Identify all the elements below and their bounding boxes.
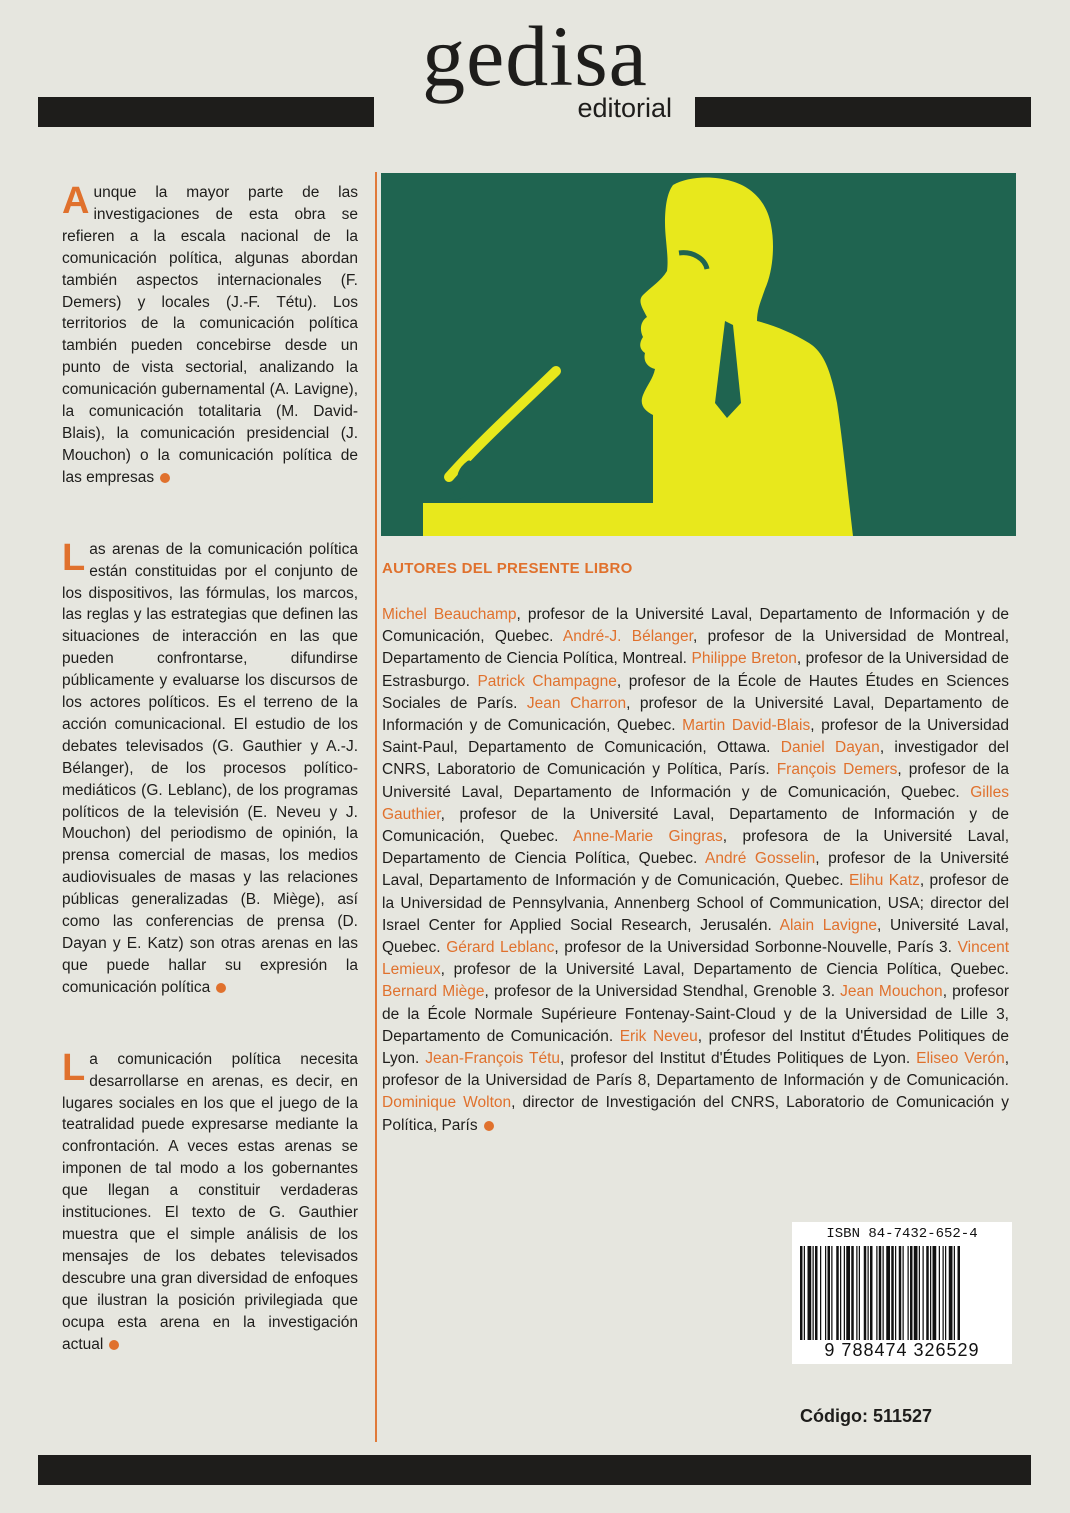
speaker-silhouette-icon (381, 173, 1016, 536)
author-description: , Université Laval, Quebec. (382, 916, 1009, 957)
paragraph-3 (62, 1046, 358, 1356)
author-name: Jean Charron (526, 694, 627, 712)
author-name: Jean-François Tétu (425, 1050, 561, 1068)
bottom-bar (38, 1455, 1031, 1485)
publisher-logo (380, 0, 690, 130)
authors-heading: AUTORES DEL PRESENTE LIBRO (382, 560, 633, 577)
author-description: , profesor de la Universidad de Estrasburgo. (382, 650, 1009, 690)
author-name: Patrick Champagne (477, 672, 617, 690)
paragraph-1 (62, 182, 358, 489)
author-name: Martin David-Blais (682, 717, 811, 735)
author-name: Michel Beauchamp (382, 606, 517, 623)
author-description: , profesor de la Universidad de Pennsylvania, Annenberg School of Communication, USA; director del Israel Center for Applied Social Research, Jerusalén. (382, 872, 1009, 934)
author-description: , investigador del CNRS, Laboratorio de Comunicación y Política, París. (382, 739, 1009, 779)
barcode-box (792, 1222, 1012, 1364)
author-description: , profesor de la Universidad Stendhal, Grenoble 3. (484, 983, 841, 1001)
author-description: , profesor de la Universidad de París 8, Departamento de Información y de Comunicación. (382, 1050, 1010, 1090)
ean-number: 9 788474 326529 (824, 1340, 980, 1360)
author-description: , profesor de la École de Hautes Études en Sciences Sociales de París. (382, 672, 1010, 712)
logo-subtitle: editorial (577, 93, 672, 123)
isbn-label: ISBN 84-7432-652-4 (826, 1226, 978, 1242)
author-description: , profesora de la Université Laval, Departamento de Ciencia Política, Quebec. (382, 828, 1009, 868)
author-description: , profesor del Institut d'Études Politiques de Lyon. (382, 1027, 1009, 1068)
author-description: , director de Investigación del CNRS, Laboratorio de Comunicación y Política, París (382, 1094, 1009, 1134)
author-name: François Demers (776, 761, 898, 779)
author-description: , profesor de la École Normale Supérieure Fontenay-Saint-Cloud y de la Universidad de Lille 3, Departamento de Comunicación. (382, 983, 1009, 1045)
author-name: Daniel Dayan (780, 739, 880, 757)
column-divider (375, 172, 377, 1442)
author-description: , profesor del Institut d'Études Politiques de Lyon. (560, 1050, 917, 1068)
author-description: , profesor de la Universidad de Montreal, Departamento de Ciencia Política, Montreal. (382, 628, 1010, 668)
author-name: Alain Lavigne (779, 916, 878, 934)
author-name: Eliseo Verón (916, 1050, 1005, 1068)
authors-list (382, 604, 1009, 1137)
author-name: Bernard Miège (382, 983, 485, 1001)
top-left-bar (38, 97, 374, 127)
cover-illustration (381, 173, 1016, 536)
author-description: , profesor de la Université Laval, Departamento de Información y de Comunicación, Quebec. (382, 761, 1009, 801)
barcode-icon (800, 1246, 1004, 1340)
author-name: Gérard Leblanc (446, 939, 555, 957)
end-bullet-icon (160, 473, 170, 483)
author-name: Vincent Lemieux (382, 939, 1010, 979)
author-name: Dominique Wolton (382, 1094, 512, 1112)
author-name: André Gosselin (704, 850, 816, 868)
left-column (62, 182, 358, 1355)
paragraph-text: as arenas de la comunicación política están constituidas por el conjunto de los dispositivos, las fórmulas, los marcos, las reglas y las estrategias que definen las situaciones de interacción en las que pueden confrontarse, difundirse públicamente y evaluarse los discursos de los actores políticos. Es el terreno de la acción comunicacional. El estudio de los debates televisados (G. Gauthier y A.-J. Bélanger), de los procesos político-mediáticos (G. Leblanc), de los programas políticos de la televisión (E. Neveu y J. Mouchon) del periodismo de opinión, la prensa comercial de masas, los medios audiovisuales de masas y las relaciones públicas generalizadas (B. Miège), así como las conferencias de prensa (D. Dayan y E. Katz) son otras arenas en las que puede hallar su expresión la comunicación política (62, 540, 358, 996)
author-name: Elihu Katz (848, 872, 920, 890)
logo-wordmark: gedisa (422, 8, 648, 104)
end-bullet-icon (484, 1121, 494, 1131)
end-bullet-icon (216, 983, 226, 993)
dropcap: L (62, 1046, 86, 1089)
author-name: Erik Neveu (619, 1027, 698, 1045)
top-right-bar (695, 97, 1031, 127)
paragraph-text: a comunicación política necesita desarrollarse en arenas, es decir, en lugares sociales en los que el juego de la teatralidad puede expresarse mediante la confrontación. A veces estas arenas se imponen de tal modo a los gobernantes que llegan a constituir verdaderas instituciones. El texto de G. Gauthier muestra que el simple análisis de los mensajes de los debates televisados descubre una gran diversidad de enfoques que ilustran la posición privilegiada que ocupa esta arena en la investigación actual (62, 1050, 358, 1353)
author-description: , profesor de la Université Laval, Departamento de Información y de Comunicación, Quebec. (382, 805, 1009, 846)
product-code: Código: 511527 (800, 1406, 933, 1426)
author-name: Philippe Breton (691, 650, 797, 668)
author-name: André-J. Bélanger (562, 628, 693, 646)
dropcap: L (62, 536, 86, 579)
paragraph-2 (62, 536, 358, 999)
author-description: , profesor de la Universidad Saint-Paul, Departamento de Comunicación, Ottawa. (382, 717, 1009, 757)
author-name: Anne-Marie Gingras (573, 828, 723, 846)
author-description: , profesor de la Université Laval, Departamento de Información y de Comunicación, Quebec. (382, 850, 1009, 890)
author-description: , profesor de la Universidad Sorbonne-Nouvelle, París 3. (554, 939, 958, 957)
author-name: Jean Mouchon (840, 983, 943, 1001)
author-name: Gilles Gauthier (382, 783, 1009, 823)
dropcap: A (62, 180, 90, 222)
author-description: , profesor de la Université Laval, Departamento de Información y de Comunicación, Quebec. (382, 606, 1009, 646)
author-description: , profesor de la Université Laval, Departamento de Ciencia Política, Quebec. (440, 961, 1009, 979)
end-bullet-icon (109, 1340, 119, 1350)
paragraph-text: unque la mayor parte de las investigaciones de esta obra se refieren a la escala nacional de la comunicación política, algunas abordan también aspectos internacionales (F. Demers) y locales (J.-F. Tétu). Los territorios de la comunicación política también pueden concebirse desde un punto de vista sectorial, analizando la comunicación gubernamental (A. Lavigne), la comunicación totalitaria (M. David-Blais), la comunicación presidencial (J. Mouchon) o la comunicación política de las empresas (62, 184, 358, 486)
author-description: , profesor de la Université Laval, Departamento de Información y de Comunicación, Quebec. (382, 694, 1010, 735)
